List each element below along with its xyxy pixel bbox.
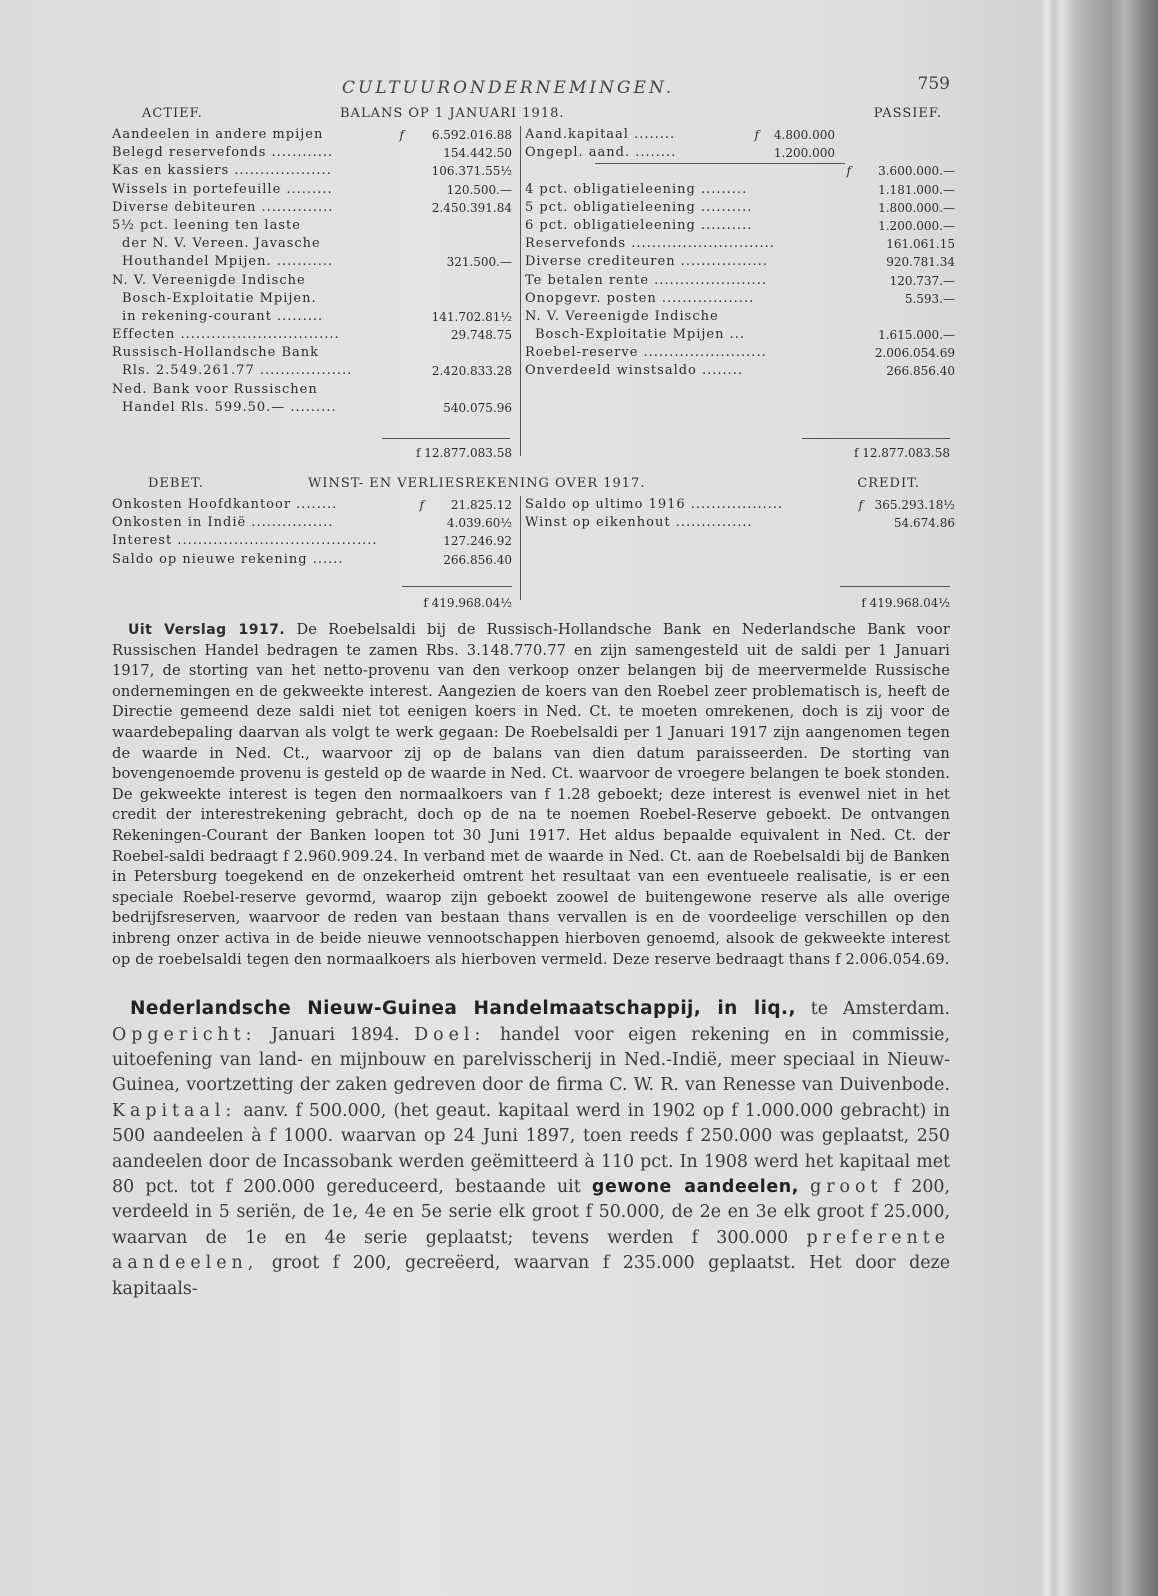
ledger-row (112, 217, 512, 235)
ledger-label: Wissels in portefeuille ......... (112, 181, 333, 197)
ledger-amount: 6.592.016.88 (431, 128, 512, 142)
ledger-amount: 2.006.054.69 (874, 346, 955, 361)
founding-date: Januari 1894. (256, 1024, 415, 1045)
pl-title: WINST- EN VERLIESREKENING OVER 1917. (308, 476, 646, 491)
spacer-text (799, 1177, 810, 1197)
ledger-label: Handel Rls. 599.50.— ......... (122, 399, 337, 415)
ledger-amount: 4.039.60½ (446, 516, 512, 531)
ledger-row (112, 253, 512, 271)
series-text: f 200, verdeeld in 5 seriën, de 1e, 4e en 5e serie elk groot f 50.000, de 2e en 3e elk groot f 25.000, waarvan de 1e en 4e serie geplaatst; tevens werden f 300.000 (112, 1176, 950, 1248)
ledger-amount: 161.061.15 (886, 237, 955, 252)
ledger-label: Saldo op nieuwe rekening ...... (112, 551, 344, 567)
ledger-label: der N. V. Vereen. Javasche (122, 236, 321, 252)
preferente-label: preferente aandeelen, (112, 1227, 950, 1274)
actief-total: f 12.877.083.58 (415, 446, 512, 460)
ledger-row (112, 162, 512, 180)
profit-loss-account (112, 496, 955, 620)
ledger-row (112, 399, 512, 417)
capital-text: aanv. f 500.000, (het geaut. kapitaal werd in 1902 op f 1.000.000 gebracht) in 500 aandeelen à f 1000. waarvan op 24 Juni 1897, toen reeds f 250.000 was geplaatst, 250 aandeelen door de Incassobank werden geëmitteerd à 110 pct. In 1908 werd het kapitaal met 80 pct. tot f 200.000 gereduceerd, bestaande uit (112, 1100, 950, 1197)
ledger-label: Diverse debiteuren .............. (112, 199, 334, 215)
ledger-row (525, 199, 955, 217)
ledger-row (525, 235, 955, 253)
report-lead: Uit Verslag 1917. (128, 622, 286, 638)
ledger-label: Effecten ............................... (112, 327, 340, 343)
ledger-label: Rls. 2.549.261.77 .................. (122, 363, 353, 379)
ledger-row (525, 126, 955, 144)
balance-header (112, 106, 950, 126)
ledger-label: Belegd reservefonds ............ (112, 145, 334, 161)
ledger-amount: 120.737.— (889, 273, 955, 288)
page-content (112, 72, 955, 1302)
debet-column (112, 496, 512, 569)
ledger-label: N. V. Vereenigde Indische (525, 308, 719, 324)
pl-header (112, 476, 950, 496)
ledger-row (525, 144, 955, 162)
ledger-row (112, 362, 512, 380)
actief-total-rule (382, 438, 510, 439)
ledger-label: Onkosten in Indië ................ (112, 515, 334, 531)
gewone-aandeelen-label: gewone aandeelen, (591, 1176, 799, 1197)
ledger-amount: 540.075.96 (443, 400, 512, 415)
ledger-label: 6 pct. obligatieleening .......... (525, 217, 753, 233)
currency-symbol: f (846, 164, 851, 179)
ledger-amount: 2.420.833.28 (431, 364, 512, 379)
ledger-row (525, 253, 955, 271)
ledger-amount: 1.200.000.— (878, 218, 955, 233)
ledger-label: Bosch-Exploitatie Mpijen ... (535, 327, 745, 343)
ledger-amount: 120.500.— (446, 182, 512, 197)
ledger-row (112, 344, 512, 362)
ledger-row (112, 181, 512, 199)
report-text: De Roebelsaldi bij de Russisch-Hollandsche Bank en Nederlandsche Bank voor Russischen Handel bedragen te zamen Rbs. 3.148.770.77 en zijn samengesteld uit de saldi per 1 Januari 1917, de storting van het netto-provenu van den verkoop onzer belangen bij de meervermelde Russische ondernemingen en de gekweekte interest. Aangezien de koers van den Roebel zeer problematisch is, heeft de Directie gemeend deze saldi niet tot eenigen koers in Ned. Ct. te moeten omrekenen, doch is zij voor de waardebepaling daarvan als volgt te werk gegaan: De Roebelsaldi per 1 Januari 1917 zijn aangenomen tegen de waarde in Ned. Ct., waarvoor zij op de balans van dien datum paraisseerden. De storting van bovengenoemde provenu is gesteld op de waarde in Ned. Ct. waarvoor de vroegere belangen te boek stonden. De gekweekte interest is tegen den normaalkoers van f 1.28 geboekt; deze interest is evenwel niet in het credit der interestrekening gebracht, doch op de na te noemen Roebel-Reserve geboekt. De ontvangen Rekeningen-Courant der Banken loopen tot 30 Juni 1917. Het aldus bepaalde equivalent in Ned. Ct. der Roebel-saldi bedraagt f 2.960.909.24. In verband met de waarde in Ned. Ct. aan de Roebelsaldi bij de Banken in Petersburg toegekend en de onzekerheid omtrent het resultaat van een eventueele realisatie, is er een speciale Roebel-reserve gevormd, waarop zijn geboekt zoowel de buitengewone reserve als alle overige bedrijfsreserven, waarvoor de reden van bestaan thans vervallen is en de voordeelige verschillen op den inbreng onzer activa in de beide nieuwe vennootschappen hierboven genoemd, alsook de gekweekte interest op de roebelsaldi tegen den normaalkoers als hierboven vermeld. Deze reserve bedraagt thans f 2.006.054.69. (112, 621, 950, 968)
company-location: te Amsterdam. (795, 999, 950, 1020)
passief-total-rule (802, 438, 950, 439)
ledger-row (112, 496, 512, 514)
running-head (112, 72, 950, 102)
ledger-row (525, 326, 955, 344)
ledger-row (112, 532, 512, 550)
ledger-label: Roebel-reserve ........................ (525, 345, 767, 361)
actief-column (112, 126, 512, 417)
ledger-label: Russisch-Hollandsche Bank (112, 345, 320, 361)
passief-total: f 12.877.083.58 (853, 446, 950, 460)
ledger-label: Onopgevr. posten .................. (525, 290, 755, 306)
ledger-row (112, 126, 512, 144)
ledger-label: 4 pct. obligatieleening ......... (525, 181, 748, 197)
opgericht-label: Opgericht: (112, 1024, 257, 1045)
ledger-amount: 321.500.— (446, 255, 512, 270)
currency-symbol: f (399, 128, 404, 142)
ledger-row (112, 290, 512, 308)
balance-sheet (112, 126, 955, 476)
ledger-subamount: 1.200.000 (773, 146, 835, 161)
ledger-row (112, 551, 512, 569)
ledger-amount: 920.781.34 (886, 255, 955, 270)
debet-total: f 419.968.04½ (423, 596, 512, 610)
ledger-label: Aand.kapitaal ........ (525, 127, 676, 142)
ledger-row (525, 308, 955, 326)
ledger-amount: 154.442.50 (443, 146, 512, 161)
ledger-row (112, 144, 512, 162)
ledger-amount: 1.615.000.— (878, 328, 955, 343)
ledger-amount: 29.748.75 (450, 328, 512, 343)
kapitaal-label: Kapitaal: (112, 1100, 237, 1121)
ledger-amount: 266.856.40 (443, 552, 512, 567)
ledger-label: 5½ pct. leening ten laste (112, 217, 301, 233)
ledger-row (525, 362, 955, 380)
doel-label: Doel: (414, 1024, 486, 1045)
ledger-label: Interest ....................................... (112, 533, 378, 549)
credit-total: f 419.968.04½ (861, 596, 950, 610)
ledger-label: Onverdeeld winstsaldo ........ (525, 363, 744, 379)
currency-symbol: f (858, 498, 863, 512)
ledger-row (525, 181, 955, 199)
actief-header: ACTIEF. (142, 106, 203, 121)
ledger-amount: 54.674.86 (893, 516, 955, 531)
ledger-amount: 1.800.000.— (878, 200, 955, 215)
ledger-row (112, 326, 512, 344)
currency-symbol: f (754, 128, 759, 142)
credit-header: CREDIT. (857, 476, 920, 491)
ledger-amount: 5.593.— (904, 291, 955, 306)
ledger-amount: 365.293.18½ (874, 498, 955, 512)
purpose-text: handel voor eigen rekening en in commissie, uitoefening van land- en mijnbouw en parelvisscherij in Ned.-Indië, meer speciaal in Nieuw-Guinea, voortzetting der zaken gedreven door de firma C. W. R. van Renesse van Duivenbode. (112, 1024, 950, 1096)
passief-header: PASSIEF. (873, 106, 942, 121)
ledger-label: Aandeelen in andere mpijen (112, 127, 324, 142)
passief-column (520, 126, 955, 456)
ledger-amount: 2.450.391.84 (431, 200, 512, 215)
ledger-row (525, 290, 955, 308)
ledger-label: Reservefonds ............................ (525, 236, 775, 252)
ledger-label: Houthandel Mpijen. ........... (122, 254, 334, 270)
ledger-label: N. V. Vereenigde Indische (112, 272, 306, 288)
debet-header: DEBET. (148, 476, 204, 491)
ledger-label: Onkosten Hoofdkantoor ........ (112, 497, 338, 512)
ledger-label: Kas en kassiers ................... (112, 163, 332, 179)
ledger-amount: 21.825.12 (450, 498, 512, 512)
ledger-row (525, 344, 955, 362)
ledger-label: Bosch-Exploitatie Mpijen. (122, 290, 317, 306)
ledger-label: Ongepl. aand. ........ (525, 145, 677, 161)
book-binding-edge (1040, 0, 1158, 1596)
debet-total-rule (402, 586, 512, 587)
balance-title: BALANS OP 1 JANUARI 1918. (340, 106, 565, 121)
ledger-row (525, 514, 955, 532)
ledger-row (525, 272, 955, 290)
ledger-amount: 127.246.92 (443, 534, 512, 549)
ledger-label: Te betalen rente ...................... (525, 272, 768, 288)
ledger-row (525, 217, 955, 235)
ledger-label: Winst op eikenhout ............... (525, 515, 753, 531)
ledger-amount: 3.600.000.— (878, 164, 955, 179)
report-paragraph (112, 620, 950, 970)
ledger-label: 5 pct. obligatieleening .......... (525, 199, 753, 215)
ledger-amount: 141.702.81½ (431, 309, 512, 324)
ledger-amount: 106.371.55½ (431, 164, 512, 179)
ledger-row (112, 308, 512, 326)
ledger-label: Saldo op ultimo 1916 .................. (525, 497, 784, 512)
ledger-label: in rekening-courant ......... (122, 308, 324, 324)
credit-column (520, 496, 955, 600)
page-number: 759 (917, 74, 950, 94)
preferente-text: groot f 200, gecreëerd, waarvan f 235.000 geplaatst. Het door deze kapitaals- (112, 1253, 950, 1299)
ledger-row (112, 199, 512, 217)
ledger-subamount: 4.800.000 (773, 128, 835, 142)
ledger-row (525, 162, 955, 180)
ledger-row (112, 514, 512, 532)
ledger-row (112, 235, 512, 253)
currency-symbol: f (419, 498, 424, 512)
company-name: Nederlandsche Nieuw-Guinea Handelmaatschappij, in liq., (130, 998, 796, 1020)
company-entry (112, 996, 950, 1302)
groot-label: groot (810, 1176, 883, 1197)
ledger-row (112, 381, 512, 399)
credit-total-rule (840, 586, 950, 587)
running-title: CULTUURONDERNEMINGEN. (342, 78, 675, 98)
ledger-label: Diverse crediteuren ................. (525, 254, 768, 270)
ledger-row (525, 496, 955, 514)
ledger-amount: 266.856.40 (886, 364, 955, 379)
ledger-amount: 1.181.000.— (878, 182, 955, 197)
ledger-row (112, 272, 512, 290)
ledger-label: Ned. Bank voor Russischen (112, 381, 318, 397)
